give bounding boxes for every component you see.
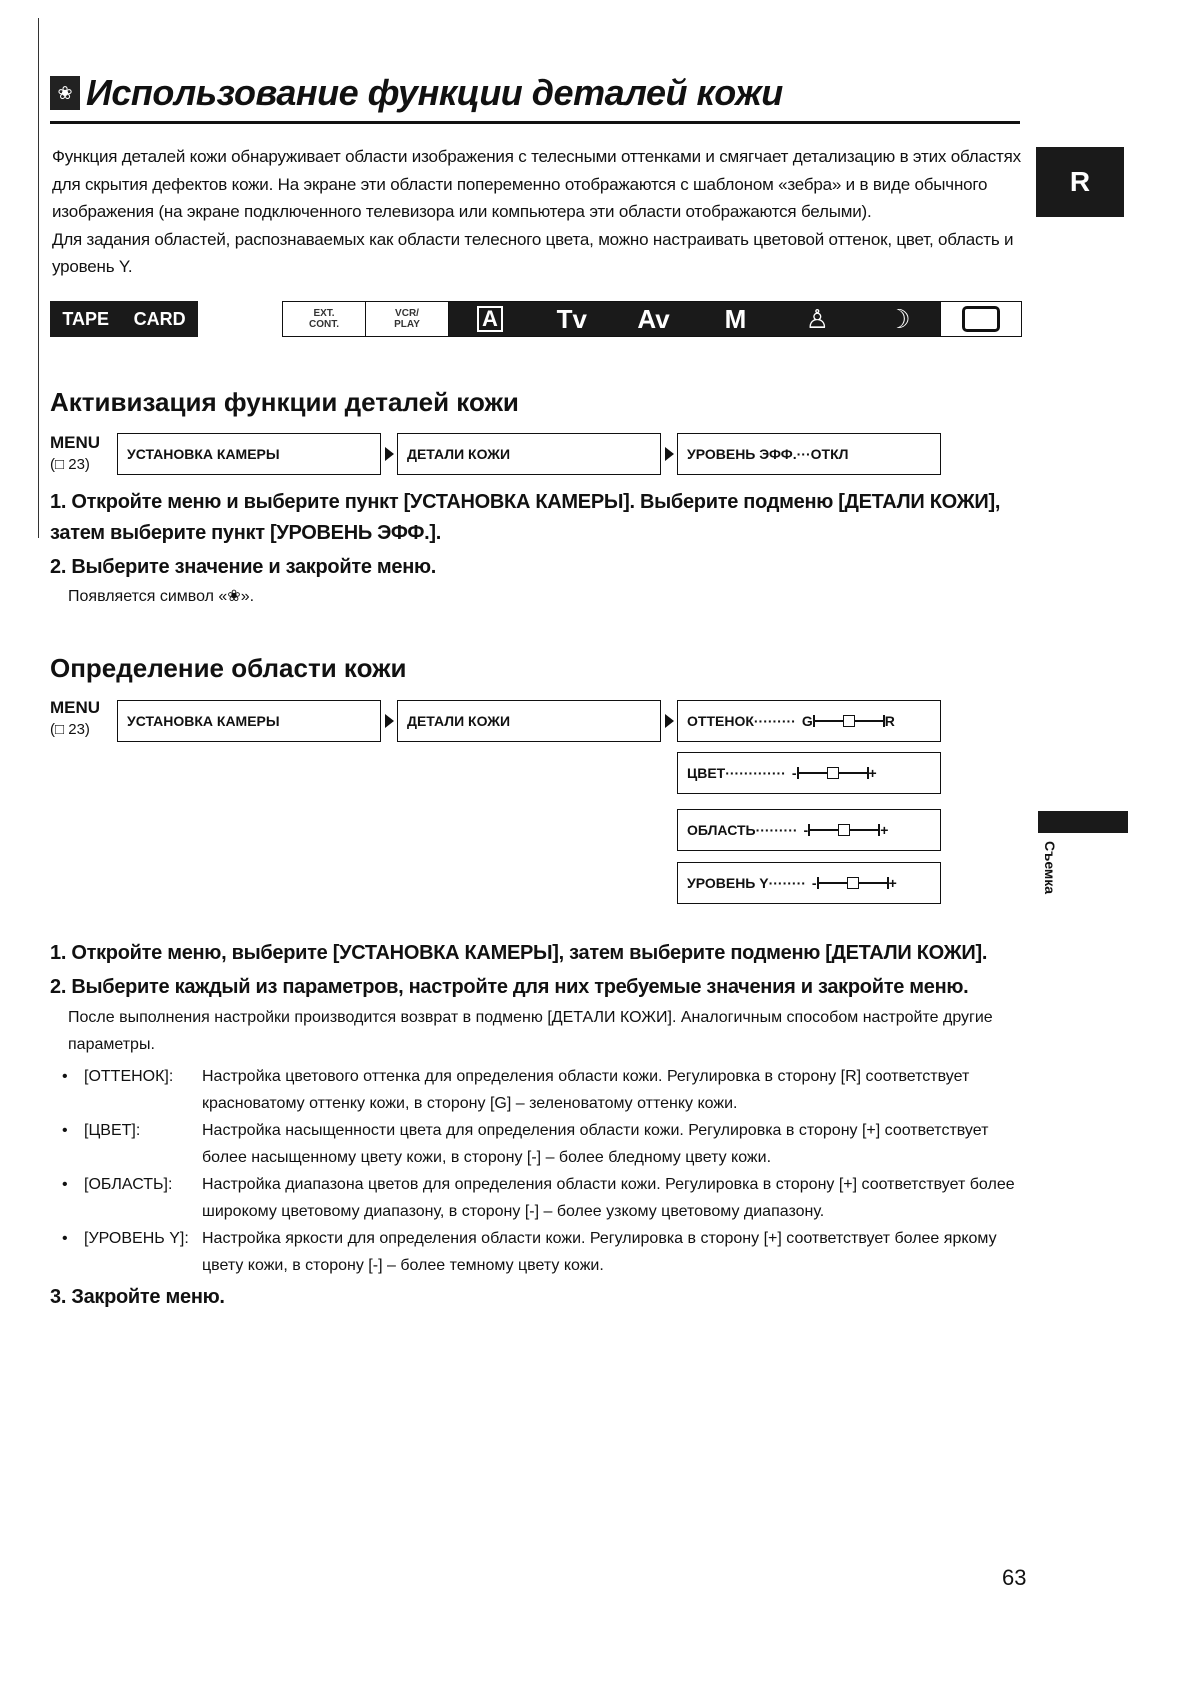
mode-m: M <box>694 302 776 336</box>
bullet-term: [ОТТЕНОК]: <box>84 1068 174 1085</box>
section1-note: Появляется символ «❀». <box>68 588 255 605</box>
param-level-y-slider <box>812 875 897 891</box>
bullet-desc: Настройка насыщенности цвета для определения области кожи. Регулировка в сторону [+] соответствует более насыщенному цвету кожи, в сторону [-] – более бледному цвету кожи. <box>202 1122 989 1166</box>
section1-step-1: 1. Откройте меню и выберите пункт [УСТАНОВКА КАМЕРЫ]. Выберите подменю [ДЕТАЛИ КОЖИ], затем выберите пункт [УРОВЕНЬ ЭФФ.]. <box>50 491 1001 544</box>
section2-heading: Определение области кожи <box>50 653 407 683</box>
param-color-label: ЦВЕТ············· <box>687 765 786 781</box>
title-rule <box>50 121 1020 124</box>
night-icon: ☽ <box>858 302 940 336</box>
section1-menu-ref: (□ 23) <box>50 456 90 473</box>
section1-arrow-1 <box>385 447 394 461</box>
mode-ext-cont-line2: CONT. <box>309 319 339 330</box>
param-level-y-label: УРОВЕНЬ Y········ <box>687 875 806 891</box>
section1-arrow-2 <box>665 447 674 461</box>
section2-menu-skin-detail: ДЕТАЛИ КОЖИ <box>397 700 661 742</box>
slider-knob <box>843 715 855 727</box>
scene-icon: ♙ <box>776 302 858 336</box>
mode-strip <box>282 301 1022 337</box>
mode-ext-cont-line1: EXT. <box>313 308 335 319</box>
mode-ext-cont <box>283 302 366 336</box>
list-item <box>62 1225 1022 1279</box>
param-level-y <box>677 862 941 904</box>
bullet-term: [ОБЛАСТЬ]: <box>84 1176 173 1193</box>
bullet-desc: Настройка диапазона цветов для определения области кожи. Регулировка в сторону [+] соответствует более широкому цветовому диапазону, в сторону [-] – более узкому цветовому диапазону. <box>202 1176 1015 1220</box>
section1-menu-camera-setup: УСТАНОВКА КАМЕРЫ <box>117 433 381 475</box>
slider-knob <box>827 767 839 779</box>
mode-auto <box>449 302 531 336</box>
param-area-label: ОБЛАСТЬ········· <box>687 822 798 838</box>
side-tab-bar <box>1038 811 1128 833</box>
slider-knob <box>838 824 850 836</box>
section1-menu-effect-level: УРОВЕНЬ ЭФФ.···ОТКЛ <box>677 433 941 475</box>
section2-step-1: 1. Откройте меню, выберите [УСТАНОВКА КАМЕРЫ], затем выберите подменю [ДЕТАЛИ КОЖИ]. <box>50 942 988 964</box>
param-hue-left: G <box>801 713 813 729</box>
title-row <box>50 72 783 114</box>
section2-menu-ref: (□ 23) <box>50 721 90 738</box>
section2-step-2: 2. Выберите каждый из параметров, настройте для них требуемые значения и закройте меню. <box>50 976 969 998</box>
mode-tv: Tv <box>531 302 613 336</box>
param-color <box>677 752 941 794</box>
bullet-dot: • <box>62 1068 68 1085</box>
param-hue-slider <box>802 713 895 729</box>
intro-text <box>52 143 1032 281</box>
param-level-y-right: + <box>888 875 897 891</box>
intro-paragraph-1: Функция деталей кожи обнаруживает области изображения с телесными оттенками и смягчает детализацию в этих областях для скрытия дефектов кожи. На экране эти области попеременно отображаются с шаблоном «зебра» и в виде обычного изображения (на экране подключенного телевизора или компьютера эти области отображаются белыми). <box>52 147 1021 221</box>
bullet-dot: • <box>62 1230 68 1247</box>
list-item <box>62 1063 1022 1117</box>
param-hue-right: R <box>884 713 895 729</box>
auto-icon: A <box>477 306 503 332</box>
param-area-slider <box>804 822 889 838</box>
mode-frame <box>940 302 1021 336</box>
param-area-right: + <box>880 822 889 838</box>
list-item <box>62 1171 1022 1225</box>
media-tape: TAPE <box>62 308 109 329</box>
slider-knob <box>847 877 859 889</box>
param-descriptions <box>62 1063 1022 1279</box>
param-hue <box>677 700 941 742</box>
param-level-y-left: - <box>811 875 817 891</box>
page-title: Использование функции деталей кожи <box>86 72 783 113</box>
param-hue-label: ОТТЕНОК········· <box>687 713 796 729</box>
mode-vcr-play-line1: VCR/ <box>395 308 419 319</box>
param-area <box>677 809 941 851</box>
bullet-dot: • <box>62 1122 68 1139</box>
section2-step-3: 3. Закройте меню. <box>50 1286 225 1308</box>
side-tab-letter: R <box>1036 147 1124 217</box>
param-area-left: - <box>803 822 809 838</box>
slider-line <box>799 772 867 774</box>
slider-line <box>815 720 883 722</box>
intro-paragraph-2: Для задания областей, распознаваемых как области телесного цвета, можно настраивать цветовой оттенок, цвет, область и уровень Y. <box>52 229 1014 276</box>
section1-step-2: 2. Выберите значение и закройте меню. <box>50 556 437 578</box>
section1-menu-label: MENU <box>50 433 101 452</box>
section2-menu-label: MENU <box>50 698 101 717</box>
media-card: CARD <box>133 308 186 329</box>
mode-vcr-play-line2: PLAY <box>394 319 420 330</box>
frame-icon <box>962 306 1000 332</box>
section2-step-2-note: После выполнения настройки производится возврат в подменю [ДЕТАЛИ КОЖИ]. Аналогичным способом настройте другие параметры. <box>68 1009 993 1053</box>
side-tab-section: Съемка <box>1042 841 1058 895</box>
skin-detail-icon: ❀ <box>50 76 80 110</box>
page-number: 63 <box>1002 1565 1027 1590</box>
list-item <box>62 1117 1022 1171</box>
media-indicator <box>50 301 198 337</box>
param-color-right: + <box>868 765 877 781</box>
mode-av: Av <box>613 302 695 336</box>
section1-menu-skin-detail: ДЕТАЛИ КОЖИ <box>397 433 661 475</box>
section2-menu-camera-setup: УСТАНОВКА КАМЕРЫ <box>117 700 381 742</box>
mode-vcr-play <box>366 302 449 336</box>
param-color-slider <box>792 765 877 781</box>
slider-line <box>810 829 878 831</box>
bullet-term: [УРОВЕНЬ Y]: <box>84 1230 189 1247</box>
slider-line <box>819 882 887 884</box>
section1-heading: Активизация функции деталей кожи <box>50 387 519 417</box>
section2-arrow-1 <box>385 714 394 728</box>
bullet-desc: Настройка цветового оттенка для определения области кожи. Регулировка в сторону [R] соответствует красноватому оттенку кожи, в сторону [G] – зеленоватому оттенку кожи. <box>202 1068 970 1112</box>
param-color-left: - <box>791 765 797 781</box>
bullet-dot: • <box>62 1176 68 1193</box>
bullet-desc: Настройка яркости для определения области кожи. Регулировка в сторону [+] соответствует более яркому цвету кожи, в сторону [-] – более темному цвету кожи. <box>202 1230 997 1274</box>
margin-line <box>38 18 39 538</box>
bullet-term: [ЦВЕТ]: <box>84 1122 141 1139</box>
section2-arrow-2 <box>665 714 674 728</box>
